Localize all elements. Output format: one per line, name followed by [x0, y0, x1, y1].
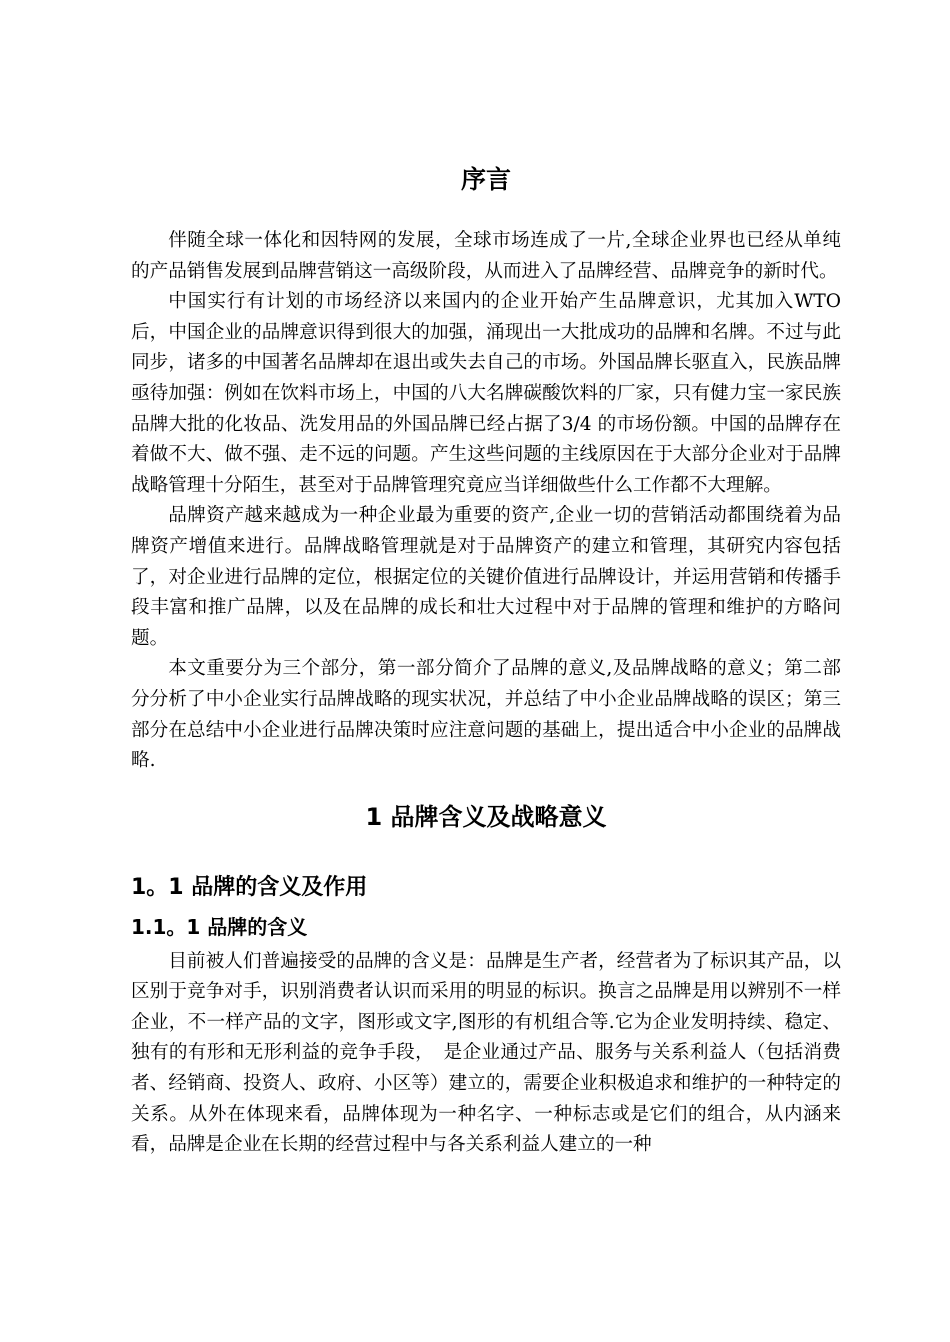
- preface-paragraph-3: 品牌资产越来越成为一种企业最为重要的资产,企业一切的营销活动都围绕着为品牌资产增值来进行。品牌战略管理就是对于品牌资产的建立和管理，其研究内容包括了，对企业进行品牌的定位，根据定位的关键价值进行品牌设计，并运用营销和传播手段丰富和推广品牌，以及在品牌的成长和壮大过程中对于品牌的管理和维护的方略问题。: [131, 505, 841, 649]
- subsection-1-1-1-heading: 1.1。1 品牌的含义: [131, 914, 308, 939]
- subsection-1-1-1-paragraph: 目前被人们普遍接受的品牌的含义是：品牌是生产者，经营者为了标识其产品，以区别于竞争对手，识别消费者认识而采用的明显的标识。换言之品牌是用以辨别不一样企业，不一样产品的文字，图形或文字,图形的有机组合等.它为企业发明持续、稳定、独有的有形和无形利益的竞争手段， 是企业通过产品、服务与关系利益人（包括消费者、经销商、投资人、政府、小区等）建立的，需要企业积极追求和维护的一种特定的关系。从外在体现来看，品牌体现为一种名字、一种标志或是它们的组合，从内涵来看，品牌是企业在长期的经营过程中与各关系利益人建立的一种: [131, 950, 841, 1156]
- chapter-1-heading: 1 品牌含义及战略意义: [365, 802, 607, 831]
- preface-paragraph-2: 中国实行有计划的市场经济以来国内的企业开始产生品牌意识，尤其加入WTO后，中国企业的品牌意识得到很大的加强，涌现出一大批成功的品牌和名牌。不过与此同步，诸多的中国著名品牌却在退出或失去自己的市场。外国品牌长驱直入，民族品牌亟待加强：例如在饮料市场上，中国的八大名牌碳酸饮料的厂家，只有健力宝一家民族品牌大批的化妆品、洗发用品的外国品牌已经占据了3/4 的市场份额。中国的品牌存在着做不大、做不强、走不远的问题。产生这些问题的主线原因在于大部分企业对于品牌战略管理十分陌生，甚至对于品牌管理究竟应当详细做些什么工作都不大理解。: [131, 291, 841, 496]
- document-body: [131, 160, 841, 1161]
- preface-paragraph-1: 伴随全球一体化和因特网的发展，全球市场连成了一片,全球企业界也已经从单纯的产品销售发展到品牌营销这一高级阶段，从而进入了品牌经营、品牌竞争的新时代。: [131, 230, 841, 282]
- preface-paragraph-4: 本文重要分为三个部分，第一部分简介了品牌的意义,及品牌战略的意义；第二部分分析了中小企业实行品牌战略的现实状况，并总结了中小企业品牌战略的误区；第三部分在总结中小企业进行品牌决策时应注意问题的基础上，提出适合中小企业的品牌战略.: [131, 658, 841, 772]
- section-1-1-heading: 1。1 品牌的含义及作用: [131, 874, 368, 900]
- preface-title: 序言: [460, 165, 511, 194]
